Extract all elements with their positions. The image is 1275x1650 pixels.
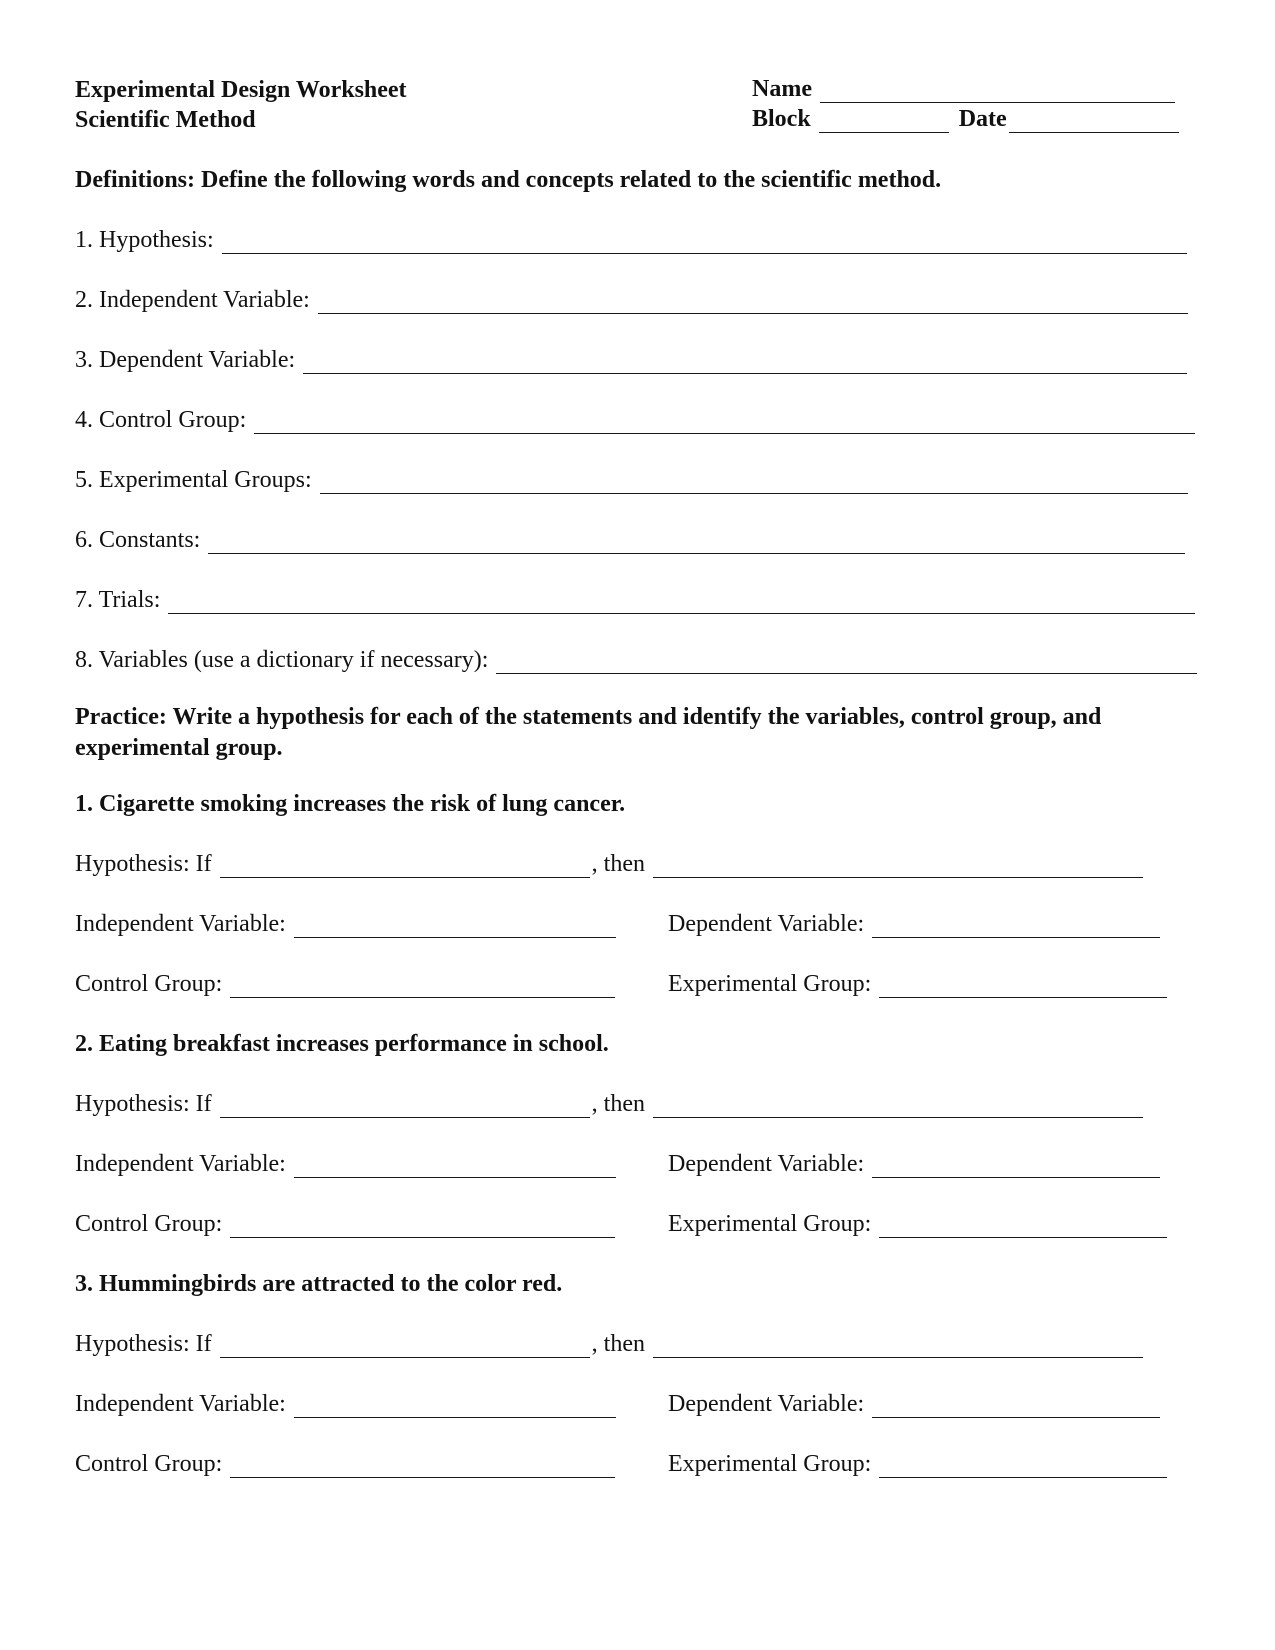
hypothesis-if-blank[interactable] [220,856,590,878]
block-label: Block [752,106,811,132]
independent-variable-label: Independent Variable: [75,911,286,937]
hypothesis-if-label: Hypothesis: If [75,1331,212,1357]
definitions-instruction: Definitions: Define the following words and concepts related to the scientific method. [75,167,942,193]
definition-label: 6. Constants: [75,527,201,553]
groups-row [75,1450,615,1478]
hypothesis-if-blank[interactable] [220,1336,590,1358]
independent-variable-blank[interactable] [294,1396,616,1418]
control-group-label: Control Group: [75,1211,223,1237]
definition-label: 2. Independent Variable: [75,287,310,313]
date-blank[interactable] [1009,111,1179,133]
hypothesis-row [75,1330,1143,1358]
definition-blank[interactable] [320,472,1188,494]
dependent-variable-label: Dependent Variable: [668,1151,865,1177]
hypothesis-then-blank[interactable] [653,1336,1143,1358]
control-group-label: Control Group: [75,1451,223,1477]
experimental-row [668,970,1167,998]
dependent-variable-blank[interactable] [872,1396,1160,1418]
control-group-blank[interactable] [230,976,615,998]
dependent-row [668,1390,1160,1418]
definition-blank[interactable] [303,352,1187,374]
definition-row [75,406,1195,434]
independent-variable-blank[interactable] [294,916,616,938]
definition-row [75,526,1185,554]
definition-label: 1. Hypothesis: [75,227,214,253]
name-blank[interactable] [820,81,1175,103]
experimental-row [668,1450,1167,1478]
control-group-blank[interactable] [230,1216,615,1238]
definition-label: 8. Variables (use a dictionary if necessary): [75,647,489,673]
name-label: Name [752,76,812,102]
practice-statement: 1. Cigarette smoking increases the risk of lung cancer. [75,791,626,817]
definition-row [75,646,1197,674]
definition-row [75,226,1187,254]
experimental-row [668,1210,1167,1238]
variables-row [75,1390,616,1418]
hypothesis-then-label: , then [591,1331,645,1357]
hypothesis-then-blank[interactable] [653,1096,1143,1118]
dependent-row [668,910,1160,938]
practice-statement: 3. Hummingbirds are attracted to the color red. [75,1271,563,1297]
hypothesis-row [75,850,1143,878]
independent-variable-label: Independent Variable: [75,1391,286,1417]
experimental-group-blank[interactable] [879,1216,1167,1238]
hypothesis-if-label: Hypothesis: If [75,1091,212,1117]
definition-row [75,346,1187,374]
control-group-label: Control Group: [75,971,223,997]
definition-row [75,586,1195,614]
groups-row [75,1210,615,1238]
definition-label: 7. Trials: [75,587,161,613]
independent-variable-blank[interactable] [294,1156,616,1178]
worksheet-title: Experimental Design Worksheet [75,77,407,103]
definition-blank[interactable] [168,592,1195,614]
hypothesis-if-blank[interactable] [220,1096,590,1118]
experimental-group-blank[interactable] [879,976,1167,998]
definition-blank[interactable] [208,532,1185,554]
hypothesis-row [75,1090,1143,1118]
hypothesis-then-label: , then [591,851,645,877]
dependent-variable-label: Dependent Variable: [668,911,865,937]
practice-instruction: Practice: Write a hypothesis for each of the statements and identify the variables, control group, and experimental group. [75,704,1102,761]
practice-statement: 2. Eating breakfast increases performance in school. [75,1031,609,1057]
dependent-row [668,1150,1160,1178]
dependent-variable-blank[interactable] [872,1156,1160,1178]
variables-row [75,1150,616,1178]
dependent-variable-blank[interactable] [872,916,1160,938]
definition-blank[interactable] [254,412,1195,434]
hypothesis-then-label: , then [591,1091,645,1117]
date-label: Date [958,106,1007,132]
experimental-group-label: Experimental Group: [668,971,872,997]
groups-row [75,970,615,998]
variables-row [75,910,616,938]
experimental-group-label: Experimental Group: [668,1211,872,1237]
definition-blank[interactable] [318,292,1188,314]
definition-row [75,466,1188,494]
hypothesis-if-label: Hypothesis: If [75,851,212,877]
definition-label: 4. Control Group: [75,407,247,433]
definition-label: 5. Experimental Groups: [75,467,312,493]
worksheet-subtitle: Scientific Method [75,107,256,133]
dependent-variable-label: Dependent Variable: [668,1391,865,1417]
name-field [752,76,1175,103]
independent-variable-label: Independent Variable: [75,1151,286,1177]
definition-label: 3. Dependent Variable: [75,347,296,373]
definition-row [75,286,1188,314]
control-group-blank[interactable] [230,1456,615,1478]
definition-blank[interactable] [222,232,1187,254]
definition-blank[interactable] [496,652,1197,674]
hypothesis-then-blank[interactable] [653,856,1143,878]
experimental-group-label: Experimental Group: [668,1451,872,1477]
experimental-group-blank[interactable] [879,1456,1167,1478]
block-date-field [752,106,1179,133]
block-blank[interactable] [819,111,949,133]
